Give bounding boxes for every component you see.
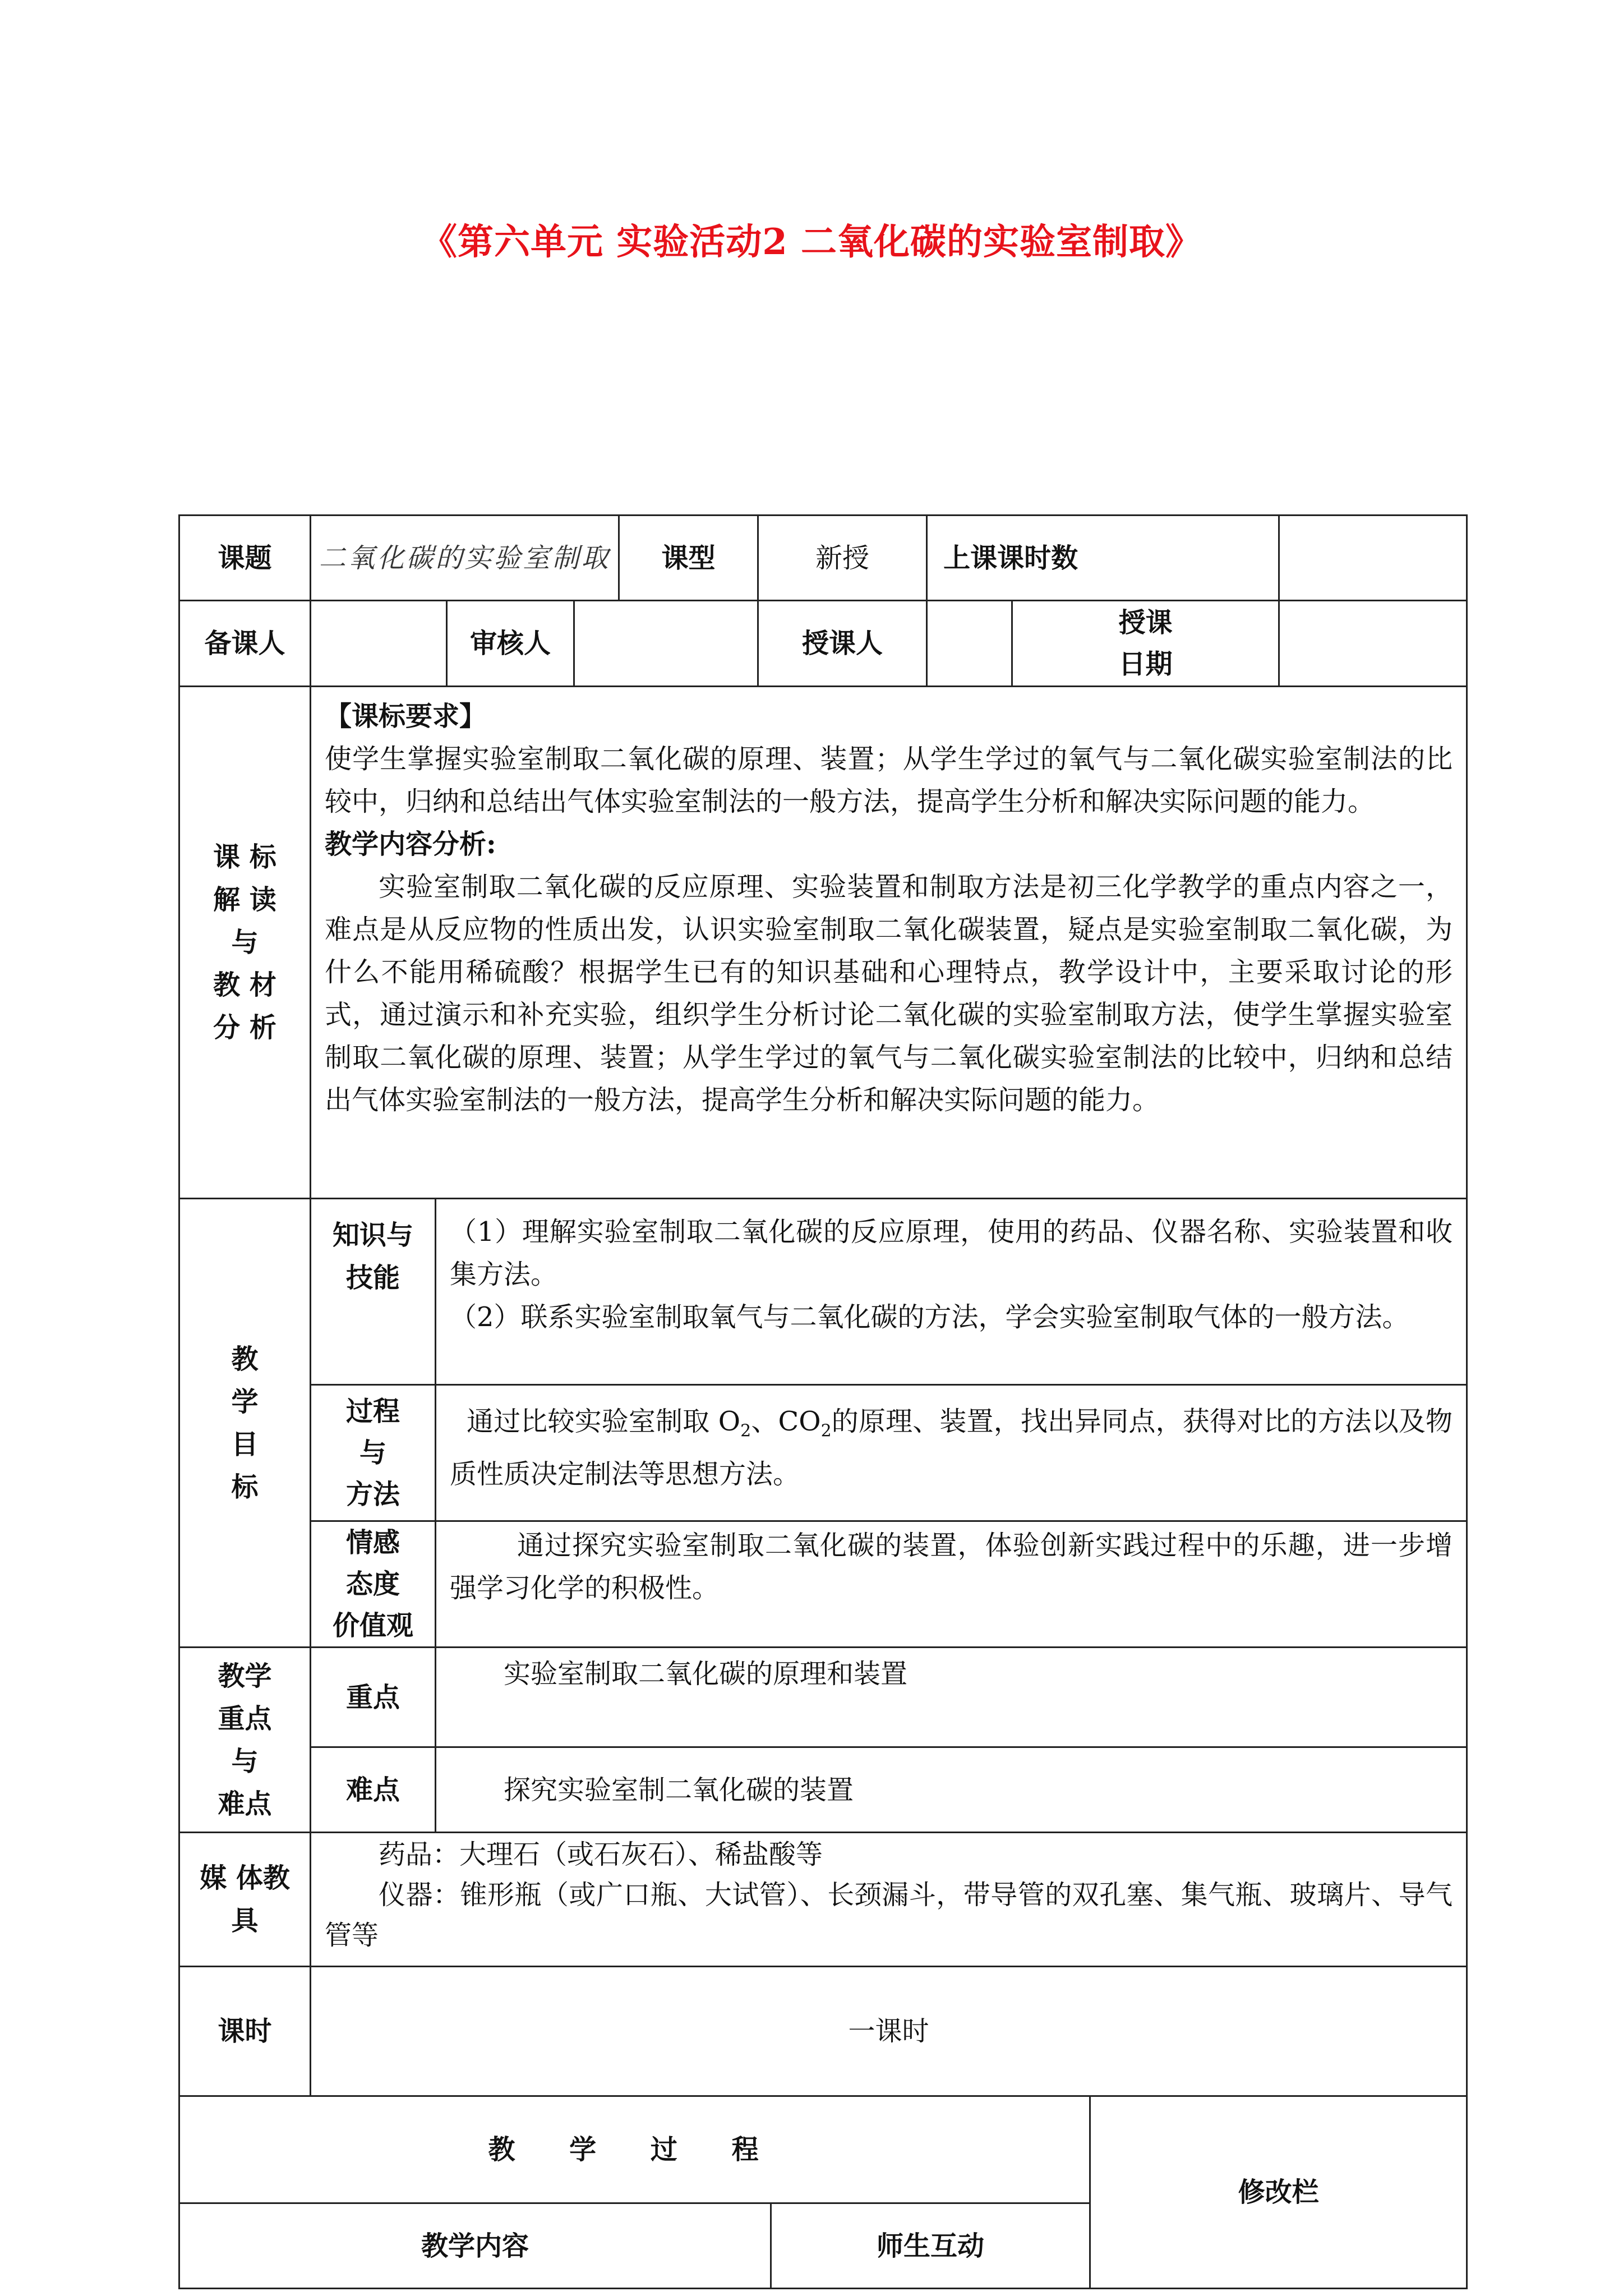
- process-method-text: [450, 1400, 1453, 1496]
- period-row: [179, 1967, 1467, 2096]
- media-content: [311, 1833, 1467, 1967]
- teacher-label: 授课人: [758, 601, 927, 687]
- date-label-line: 授课: [1118, 607, 1173, 638]
- text-run: 的原理、装置，找出异同点，获得对比的方法以及物质性质决定制法等思想方法。: [450, 1406, 1453, 1490]
- requirement-text: 使学生掌握实验室制取二氧化碳的原理、装置；从学生学过的氧气与二氧化碳实验室制法的比较中，归纳和总结出气体实验室制法的一般方法，提高学生分析和解决实际问题的能力。: [325, 743, 1453, 817]
- requirement-heading: 【课标要求】: [325, 701, 487, 732]
- process-method-label: [311, 1385, 436, 1521]
- label-line: 与: [359, 1437, 386, 1469]
- content-analysis-heading: 教学内容分析:: [325, 829, 496, 860]
- teaching-content-label: 教学内容: [179, 2203, 771, 2289]
- label-line: 价值观: [332, 1610, 413, 1641]
- focus-hard-row: [179, 1747, 1467, 1833]
- key-point-label: 重点: [311, 1648, 436, 1747]
- attitude-label: [311, 1521, 436, 1648]
- label-line: 过程: [345, 1396, 400, 1427]
- difficult-point-text: 探究实验室制二氧化碳的装置: [436, 1747, 1467, 1833]
- reviewer-value: [574, 601, 758, 687]
- text-run: 、CO: [751, 1406, 821, 1437]
- header-row-topic: [179, 516, 1467, 601]
- teacher-value: [927, 601, 1012, 687]
- lesson-plan-table: [178, 514, 1468, 2289]
- key-point-text: 实验室制取二氧化碳的原理和装置: [436, 1648, 1467, 1747]
- objective-knowledge-row: [179, 1199, 1467, 1385]
- label-line: 媒 体教: [200, 1862, 290, 1894]
- label-line: 情感: [345, 1527, 400, 1558]
- preparer-label: 备课人: [179, 601, 311, 687]
- attitude-text: 通过探究实验室制取二氧化碳的装置，体验创新实践过程中的乐趣，进一步增强学习化学的积极性。: [450, 1530, 1453, 1604]
- objective-process-row: [179, 1385, 1467, 1521]
- focus-label: [179, 1648, 311, 1833]
- knowledge-item: （2）联系实验室制取氧气与二氧化碳的方法，学会实验室制取气体的一般方法。: [450, 1301, 1409, 1333]
- label-line: 方法: [345, 1479, 400, 1510]
- knowledge-label: [311, 1199, 436, 1385]
- label-line: 态度: [345, 1568, 400, 1600]
- media-drugs: 药品：大理石（或石灰石）、稀盐酸等: [379, 1839, 823, 1870]
- process-method-content: [436, 1385, 1467, 1521]
- period-value: 一课时: [311, 1967, 1467, 2096]
- content-analysis-text: 实验室制取二氧化碳的反应原理、实验装置和制取方法是初三化学教学的重点内容之一，难点是从反应物的性质出发，认识实验室制取二氧化碳装置，疑点是实验室制取二氧化碳，为什么不能用稀硫酸？根据学生已有的知识基础和心理特点，教学设计中，主要采取讨论的形式，通过演示和补充实验，组织学生分析讨论二氧化碳的实验室制取方法，使学生掌握实验室制取二氧化碳的原理、装置；从学生学过的氧气与二氧化碳实验室制法的比较中，归纳和总结出气体实验室制法的一般方法，提高学生分析和解决实际问题的能力。: [325, 871, 1453, 1116]
- text-run: 通过比较实验室制取 O: [467, 1406, 741, 1437]
- knowledge-content: [436, 1199, 1467, 1385]
- type-value: 新授: [758, 516, 927, 601]
- document-title: 《第六单元 实验活动2 二氧化碳的实验室制取》: [421, 221, 1202, 263]
- hours-label: 上课课时数: [927, 516, 1279, 601]
- revision-column-label: 修改栏: [1090, 2096, 1467, 2289]
- label-line: 与: [231, 1745, 259, 1777]
- objective-attitude-row: [179, 1521, 1467, 1648]
- knowledge-item: （1）理解实验室制取二氧化碳的反应原理，使用的药品、仪器名称、实验装置和收集方法。: [450, 1216, 1453, 1290]
- media-row: [179, 1833, 1467, 1967]
- label-line: 与: [231, 927, 259, 958]
- teacher-student-interaction-label: 师生互动: [771, 2203, 1090, 2289]
- attitude-content: [436, 1521, 1467, 1648]
- objectives-label: [179, 1199, 311, 1648]
- label-line: 教: [231, 1343, 259, 1375]
- label-line: 教学: [218, 1660, 272, 1692]
- label-line: 目: [231, 1428, 259, 1460]
- type-label: 课型: [619, 516, 758, 601]
- analysis-content: [311, 687, 1467, 1199]
- topic-label: 课题: [179, 516, 311, 601]
- label-line: 难点: [218, 1788, 272, 1820]
- label-line: 解 读: [213, 884, 276, 915]
- header-row-people: [179, 601, 1467, 687]
- label-line: 重点: [218, 1703, 272, 1734]
- date-label-line: 日期: [1118, 648, 1173, 680]
- media-instruments: 仪器：锥形瓶（或广口瓶、大试管）、长颈漏斗，带导管的双孔塞、集气瓶、玻璃片、导气管等: [325, 1879, 1453, 1951]
- process-heading: 教 学 过 程: [179, 2096, 1090, 2203]
- hours-value: [1279, 516, 1467, 601]
- subscript: 2: [820, 1421, 832, 1441]
- difficult-point-label: 难点: [311, 1747, 436, 1833]
- subscript: 2: [740, 1421, 751, 1441]
- date-value: [1279, 601, 1467, 687]
- preparer-value: [311, 601, 447, 687]
- topic-value: 二氧化碳的实验室制取: [311, 516, 619, 601]
- media-label: [179, 1833, 311, 1967]
- focus-key-row: [179, 1648, 1467, 1747]
- label-line: 教 材: [213, 969, 276, 1001]
- label-line: 知识与: [332, 1220, 413, 1251]
- reviewer-label: 审核人: [447, 601, 574, 687]
- label-line: 技能: [345, 1262, 400, 1294]
- label-line: 分 析: [213, 1012, 276, 1043]
- period-label: 课时: [179, 1967, 311, 2096]
- analysis-row: [179, 687, 1467, 1199]
- analysis-label: [179, 687, 311, 1199]
- label-line: 标: [231, 1471, 259, 1503]
- label-line: 具: [231, 1905, 259, 1936]
- process-heading-row: [179, 2096, 1467, 2203]
- label-line: 学: [231, 1386, 259, 1418]
- label-line: 课 标: [213, 841, 276, 873]
- date-label: [1012, 601, 1279, 687]
